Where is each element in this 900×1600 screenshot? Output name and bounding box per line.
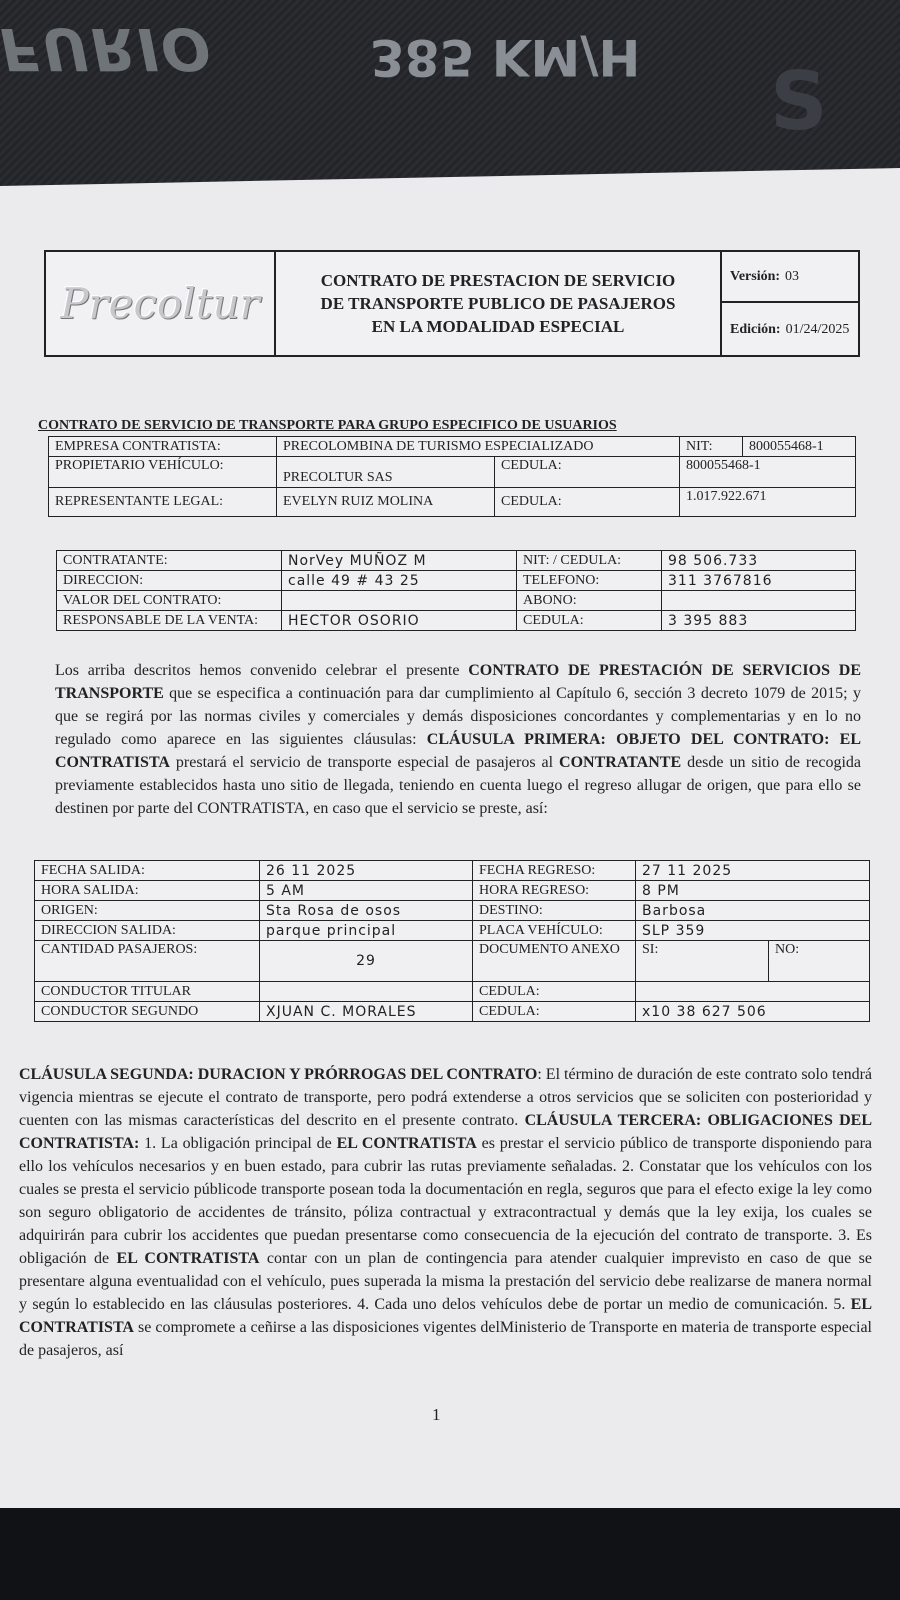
origen-value: Sta Rosa de osos bbox=[260, 901, 473, 921]
edition-value: 01/24/2025 bbox=[785, 321, 850, 337]
empresa-value: PRECOLOMBINA DE TURISMO ESPECIALIZADO bbox=[277, 437, 680, 457]
hora-regreso-label: HORA REGRESO: bbox=[473, 881, 636, 901]
responsable-cedula-value: 3 395 883 bbox=[662, 611, 856, 631]
conductor-titular-label: CONDUCTOR TITULAR bbox=[35, 982, 260, 1002]
hora-salida-label: HORA SALIDA: bbox=[35, 881, 260, 901]
conductor-segundo-value: XJUAN C. MORALES bbox=[260, 1002, 473, 1022]
version-label: Versión: bbox=[730, 268, 781, 284]
background-badge-letter: S bbox=[770, 55, 828, 148]
edition-cell bbox=[722, 304, 858, 355]
placa-label: PLACA VEHÍCULO: bbox=[473, 921, 636, 941]
company-logo bbox=[46, 252, 276, 355]
nit-value: 800055468-1 bbox=[743, 437, 856, 457]
no-label: NO: bbox=[769, 941, 870, 982]
propietario-value: PRECOLTUR SAS bbox=[277, 457, 495, 488]
telefono-label: TELEFONO: bbox=[517, 571, 662, 591]
paragraph-intro bbox=[55, 659, 861, 820]
destino-value: Barbosa bbox=[636, 901, 870, 921]
representante-label: REPRESENTANTE LEGAL: bbox=[49, 488, 277, 517]
direccion-salida-value: parque principal bbox=[260, 921, 473, 941]
p1-text-3: prestará el servicio de transporte especial de pasajeros al bbox=[169, 754, 560, 771]
company-table bbox=[48, 436, 856, 517]
p2-bold-4: EL CONTRATISTA bbox=[116, 1250, 260, 1267]
background-speed-text: 385 KM/H bbox=[370, 28, 641, 86]
p2-bold-3: EL CONTRATISTA bbox=[336, 1135, 477, 1152]
conductor-segundo-cedula-label: CEDULA: bbox=[473, 1002, 636, 1022]
representante-value: EVELYN RUIZ MOLINA bbox=[277, 488, 495, 517]
title-line-2: DE TRANSPORTE PUBLICO DE PASAJEROS bbox=[320, 294, 676, 313]
p2-text-5: se compromete a ceñirse a las disposiciones vigentes delMinisterio de Transporte en materia de transporte especial de pasajeros, así bbox=[19, 1319, 872, 1359]
representante-cedula-value: 1.017.922.671 bbox=[680, 488, 856, 517]
p1-text-1: Los arriba descritos hemos convenido celebrar el presente bbox=[55, 662, 469, 679]
empresa-label: EMPRESA CONTRATISTA: bbox=[49, 437, 277, 457]
contratante-value: NorVey MUÑOZ M bbox=[282, 551, 517, 571]
p2-text-2: 1. La obligación principal de bbox=[139, 1135, 337, 1152]
documento-anexo-label: DOCUMENTO ANEXO bbox=[473, 941, 636, 982]
origen-label: ORIGEN: bbox=[35, 901, 260, 921]
background-logo-text: FURIO bbox=[0, 15, 213, 83]
paragraph-clauses bbox=[19, 1063, 872, 1362]
responsable-value: HECTOR OSORIO bbox=[282, 611, 517, 631]
conductor-titular-cedula-label: CEDULA: bbox=[473, 982, 636, 1002]
contratante-label: CONTRATANTE: bbox=[57, 551, 282, 571]
propietario-cedula-value: 800055468-1 bbox=[680, 457, 856, 488]
p2-bold-2: CLÁUSULA TERCERA: OBLIGACIONES DEL CONTRATISTA: bbox=[19, 1112, 873, 1152]
background-bottom bbox=[0, 1500, 900, 1600]
document-title bbox=[276, 252, 722, 355]
conductor-segundo-cedula-value: x10 38 627 506 bbox=[636, 1002, 870, 1022]
valor-contrato-value bbox=[282, 591, 517, 611]
document-header bbox=[44, 250, 860, 357]
abono-label: ABONO: bbox=[517, 591, 662, 611]
trip-table bbox=[34, 860, 870, 1022]
nit-cedula-value: 98 506.733 bbox=[662, 551, 856, 571]
representante-cedula-label: CEDULA: bbox=[495, 488, 680, 517]
version-value: 03 bbox=[785, 268, 800, 284]
fecha-regreso-label: FECHA REGRESO: bbox=[473, 861, 636, 881]
hora-salida-value: 5 AM bbox=[260, 881, 473, 901]
client-table bbox=[56, 550, 856, 631]
telefono-value: 311 3767816 bbox=[662, 571, 856, 591]
title-line-1: CONTRATO DE PRESTACION DE SERVICIO bbox=[320, 271, 676, 290]
p2-text-3: es prestar el servicio público de transporte disponiendo para ello los vehículos necesarios y en buen estado, para cubrir las rutas previamente señaladas. 2. Constatar que los vehículos con los cuales se presta el servicio públicode transporte posean toda la documentación en regla, seguros que para el efecto exige la ley como son seguro obligatorio de accidentes de tránsito, póliza contractual y extracontractual y demás que la ley exija, los cuales se adquirirán para cubrir los accidentes que puedan presentarse como consecuencia de la ejecución del contrato de transporte. 3. Es obligación de bbox=[19, 1135, 872, 1267]
conductor-titular-cedula-value bbox=[636, 982, 870, 1002]
p2-bold-5: EL CONTRATISTA bbox=[19, 1296, 872, 1336]
p1-bold-3: CONTRATANTE bbox=[559, 754, 682, 771]
direccion-label: DIRECCION: bbox=[57, 571, 282, 591]
company-section-title: CONTRATO DE SERVICIO DE TRANSPORTE PARA GRUPO ESPECIFICO DE USUARIOS bbox=[38, 418, 617, 433]
conductor-titular-value bbox=[260, 982, 473, 1002]
destino-label: DESTINO: bbox=[473, 901, 636, 921]
p1-bold-1: CONTRATO DE PRESTACIÓN DE SERVICIOS DE TRANSPORTE bbox=[55, 662, 861, 702]
propietario-cedula-label: CEDULA: bbox=[495, 457, 680, 488]
hora-regreso-value: 8 PM bbox=[636, 881, 870, 901]
si-label: SI: bbox=[636, 941, 769, 982]
conductor-segundo-label: CONDUCTOR SEGUNDO bbox=[35, 1002, 260, 1022]
propietario-label: PROPIETARIO VEHÍCULO: bbox=[49, 457, 277, 488]
abono-value bbox=[662, 591, 856, 611]
nit-cedula-label: NIT: / CEDULA: bbox=[517, 551, 662, 571]
p2-text-1: : El término de duración de este contrato solo tendrá vigencia mientras se ejecute el contrato de transporte, pero podrá extenderse a otros servicios que se soliciten con posterioridad y cuenten con las mismas características del descrito en el presente contrato. bbox=[19, 1066, 872, 1129]
fecha-salida-label: FECHA SALIDA: bbox=[35, 861, 260, 881]
title-line-3: EN LA MODALIDAD ESPECIAL bbox=[371, 317, 625, 336]
p2-text-4: contar con un plan de contingencia para atender cualquier imprevisto en caso de que se presentare alguna eventualidad con el vehículo, pues superada la misma la prestación del servicio debe realizarse de manera normal y según lo establecido en las cláusulas posteriores. 4. Cada uno delos vehículos debe de portar un medio de comunicación. 5. bbox=[19, 1250, 873, 1313]
version-cell bbox=[722, 252, 858, 303]
fecha-salida-value: 26 11 2025 bbox=[260, 861, 473, 881]
edition-label: Edición: bbox=[730, 321, 781, 337]
p1-bold-2: CLÁUSULA PRIMERA: OBJETO DEL CONTRATO: EL CONTRATISTA bbox=[55, 731, 861, 771]
p1-text-2: que se especifica a continuación para dar cumplimiento al Capítulo 6, sección 3 decreto 1079 de 2015; y que se regirá por las normas civiles y comerciales y demás disposiciones concordantes y complementarias y en lo no regulado como aparece en las siguientes cláusulas: bbox=[55, 685, 861, 748]
responsable-cedula-label: CEDULA: bbox=[517, 611, 662, 631]
cantidad-label: CANTIDAD PASAJEROS: bbox=[35, 941, 260, 982]
nit-label: NIT: bbox=[680, 437, 743, 457]
valor-contrato-label: VALOR DEL CONTRATO: bbox=[57, 591, 282, 611]
placa-value: SLP 359 bbox=[636, 921, 870, 941]
responsable-label: RESPONSABLE DE LA VENTA: bbox=[57, 611, 282, 631]
fecha-regreso-value: 27 11 2025 bbox=[636, 861, 870, 881]
cantidad-value: 29 bbox=[260, 941, 473, 982]
p2-bold-1: CLÁUSULA SEGUNDA: DURACION Y PRÓRROGAS DEL CONTRATO bbox=[19, 1066, 538, 1083]
direccion-value: calle 49 # 43 25 bbox=[282, 571, 517, 591]
direccion-salida-label: DIRECCION SALIDA: bbox=[35, 921, 260, 941]
p1-text-4: desde un sitio de recogida previamente establecidos hasta uno sitio de llegada, teniendo en cuenta luego el regreso allugar de origen, que para ello se destinen por parte del CONTRATISTA, en caso que el servicio se preste, así: bbox=[55, 754, 862, 817]
page-number: 1 bbox=[432, 1405, 441, 1424]
logo-text: Precoltur bbox=[60, 279, 260, 328]
